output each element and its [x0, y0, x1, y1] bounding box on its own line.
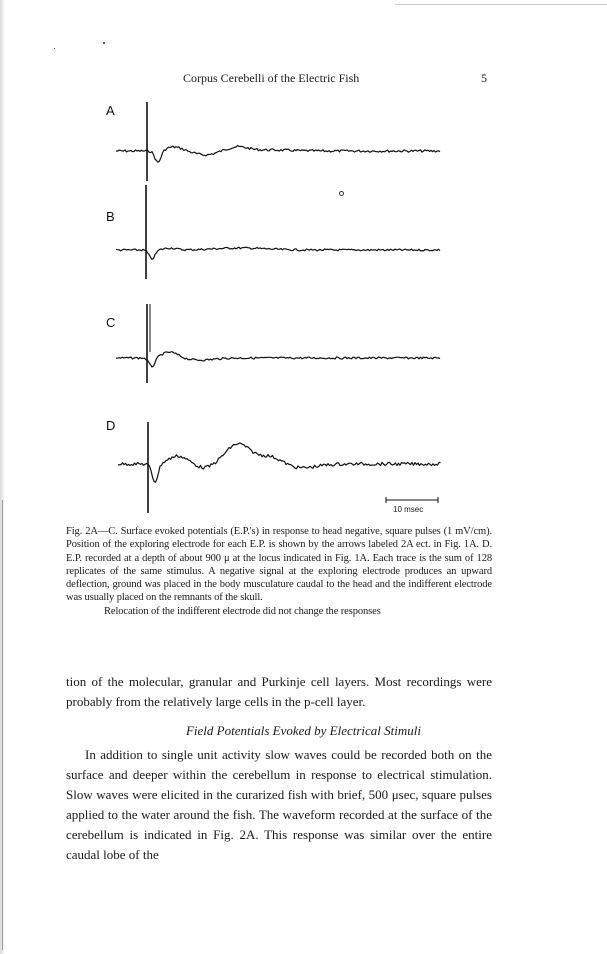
trace-c	[116, 352, 440, 367]
trace-b	[116, 247, 440, 259]
trace-d	[118, 443, 441, 482]
paragraph-2: In addition to single unit activity slow waves could be recorded both on the surface and deeper within the cerebellum in response to electrical stimulation. Slow waves were elicited in the curarized fish with brief, 500 μsec, square pulses applied to the water around the fish. The waveform recorded at the surface of the cerebellum is indicated in Fig. 2A. This response was similar over the entire caudal lobe of the	[66, 747, 492, 862]
trace-a	[116, 146, 440, 163]
paragraph-1: tion of the molecular, granular and Purkinje cell layers. Most recordings were probably from the relatively large cells in the p-cell layer.	[66, 674, 492, 709]
panel-label-c: C	[106, 315, 116, 330]
panel-label-a: A	[106, 103, 115, 118]
running-title: Corpus Cerebelli of the Electric Fish	[183, 71, 360, 85]
scale-bar	[386, 497, 438, 503]
page-number: 5	[481, 71, 487, 85]
caption-main: Fig. 2A—C. Surface evoked potentials (E.P.'s) in response to head negative, square pulses (1 mV/cm). Position of the exploring electrode for each E.P. is shown by the arrows labeled 2A ect. in Fig. 1A. D. E.P. recorded at a depth of about 900 μ at the locus indicated in Fig. 1A. Each trace is the sum of 128 replicates of the same stimulus. A negative signal at the exploring electrode produces an upward deflection, ground was placed in the body musculature caudal to the head and the indifferent electrode was usually placed on the remnants of the skull.	[66, 526, 492, 604]
caption-last-line: Relocation of the indifferent electrode did not change the responses	[104, 605, 381, 617]
section-heading: Field Potentials Evoked by Electrical Stimuli	[185, 723, 421, 738]
panel-label-b: B	[106, 209, 115, 224]
panel-label-d: D	[106, 418, 116, 433]
scale-bar-label: 10 msec	[393, 505, 424, 514]
stimulus-artifacts	[146, 102, 150, 513]
figure-caption	[66, 525, 492, 618]
